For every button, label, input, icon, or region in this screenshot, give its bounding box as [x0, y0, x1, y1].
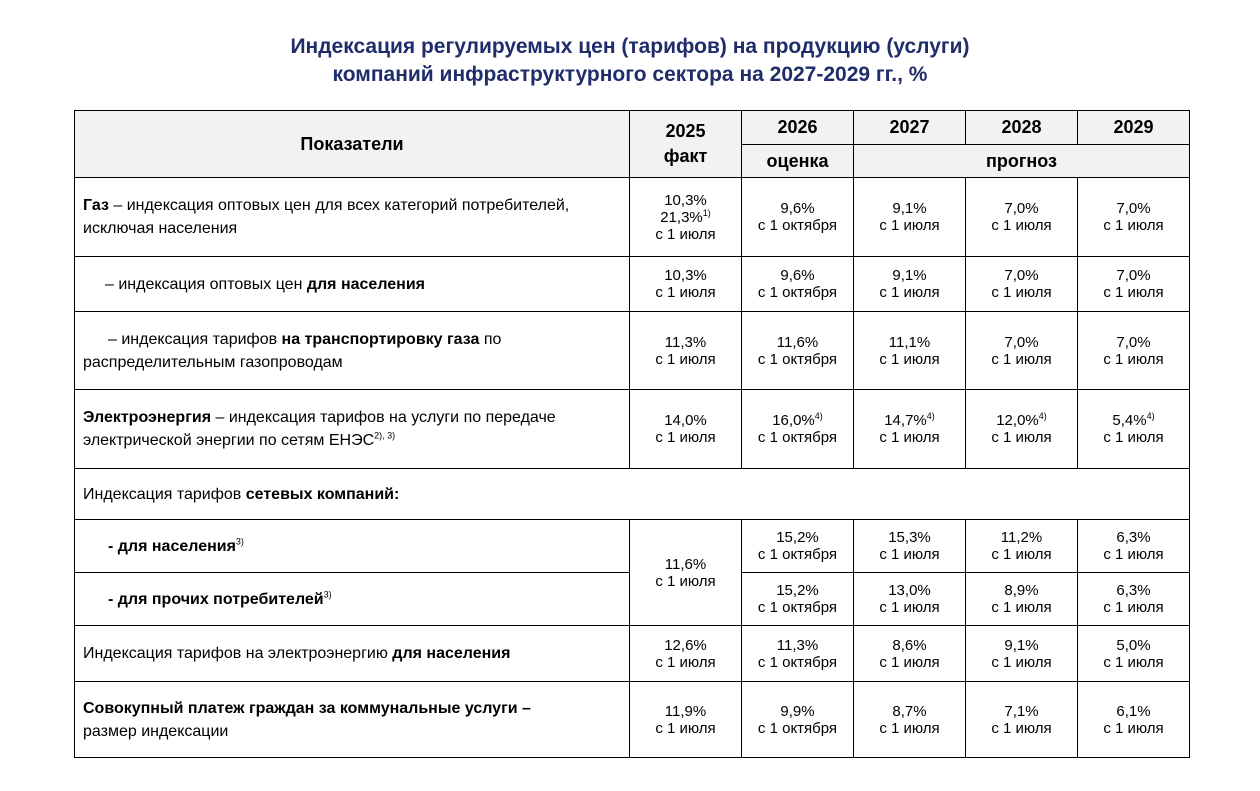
- cell-network-other-2029: 6,3% с 1 июля: [1078, 573, 1190, 626]
- row-electricity-desc: Электроэнергия – индексация тарифов на услуги по передаче электрической энергии по сетям $ЕНЭС^{2), 3)}$: [75, 390, 630, 469]
- title-line-2: компаний инфраструктурного сектора на 2027-2029 гг., %: [332, 63, 928, 86]
- table-row: [75, 520, 1190, 573]
- row-gas-pop-desc: – индексация оптовых цен для населения: [75, 257, 630, 312]
- cell-retail-pop-2027: 8,6% с 1 июля: [854, 626, 966, 682]
- row-gas-desc: Газ – индексация оптовых цен для всех категорий потребителей, исключая населения: [75, 178, 630, 257]
- row-gas-transport-desc: – индексация тарифов на транспортировку газа по распределительным газопроводам: [75, 312, 630, 390]
- cell-gas-transport-2029: 7,0% с 1 июля: [1078, 312, 1190, 390]
- table-row: [75, 312, 1190, 390]
- title-line-1: Индексация регулируемых цен (тарифов) на продукцию (услуги): [290, 35, 970, 58]
- row-total-desc: Совокупный платеж граждан за коммунальные услуги – размер индексации: [75, 682, 630, 758]
- header-2029: 2029: [1078, 111, 1190, 145]
- cell-gas-transport-2027: 11,1% с 1 июля: [854, 312, 966, 390]
- row-network-other-desc: - для прочих потребителей$^{3)}$: [75, 573, 630, 626]
- row-retail-pop-desc: Индексация тарифов на электроэнергию для населения: [75, 626, 630, 682]
- cell-total-2028: 7,1% с 1 июля: [966, 682, 1078, 758]
- header-2025-fact: факт: [663, 146, 708, 166]
- tariff-indexation-table: [74, 110, 1190, 758]
- cell-gas-pop-2027: 9,1% с 1 июля: [854, 257, 966, 312]
- cell-network-pop-2026: 15,2% с 1 октября: [742, 520, 854, 573]
- cell-gas-2027: 9,1% с 1 июля: [854, 178, 966, 257]
- table-row: [75, 469, 1190, 520]
- cell-gas-2028: 7,0% с 1 июля: [966, 178, 1078, 257]
- header-row-years: [75, 111, 1190, 145]
- header-forecast: прогноз: [854, 145, 1190, 178]
- cell-gas-pop-2025: 10,3% с 1 июля: [630, 257, 742, 312]
- cell-retail-pop-2028: 9,1% с 1 июля: [966, 626, 1078, 682]
- header-2025: [630, 111, 742, 178]
- cell-gas-2026: 9,6% с 1 октября: [742, 178, 854, 257]
- cell-electricity-2026: 16,0%$^{4)}$ с 1 октября: [742, 390, 854, 469]
- cell-gas-transport-2026: 11,6% с 1 октября: [742, 312, 854, 390]
- cell-gas-pop-2026: 9,6% с 1 октября: [742, 257, 854, 312]
- cell-electricity-2028: 12,0%$^{4)}$ с 1 июля: [966, 390, 1078, 469]
- header-2025-year: 2025: [665, 121, 706, 141]
- header-2028: 2028: [966, 111, 1078, 145]
- cell-gas-transport-2028: 7,0% с 1 июля: [966, 312, 1078, 390]
- table-row: [75, 626, 1190, 682]
- cell-electricity-2027: 14,7%$^{4)}$ с 1 июля: [854, 390, 966, 469]
- cell-total-2025: 11,9% с 1 июля: [630, 682, 742, 758]
- cell-network-other-2026: 15,2% с 1 октября: [742, 573, 854, 626]
- header-2026: 2026: [742, 111, 854, 145]
- table-row: [75, 178, 1190, 257]
- cell-network-other-2027: 13,0% с 1 июля: [854, 573, 966, 626]
- cell-electricity-2025: 14,0% с 1 июля: [630, 390, 742, 469]
- cell-gas-2029: 7,0% с 1 июля: [1078, 178, 1190, 257]
- cell-total-2026: 9,9% с 1 октября: [742, 682, 854, 758]
- page-title: [0, 33, 1260, 89]
- header-2027: 2027: [854, 111, 966, 145]
- header-indicators: Показатели: [75, 111, 630, 178]
- cell-gas-pop-2029: 7,0% с 1 июля: [1078, 257, 1190, 312]
- table-row: [75, 682, 1190, 758]
- cell-gas-transport-2025: 11,3% с 1 июля: [630, 312, 742, 390]
- header-estimate: оценка: [742, 145, 854, 178]
- cell-network-2025: 11,6% с 1 июля: [630, 520, 742, 626]
- table-row: [75, 390, 1190, 469]
- cell-electricity-2029: 5,4%$^{4)}$ с 1 июля: [1078, 390, 1190, 469]
- cell-retail-pop-2029: 5,0% с 1 июля: [1078, 626, 1190, 682]
- cell-total-2027: 8,7% с 1 июля: [854, 682, 966, 758]
- cell-network-pop-2028: 11,2% с 1 июля: [966, 520, 1078, 573]
- cell-gas-2025: 10,3% 21,3%$^{1)}$ с 1 июля: [630, 178, 742, 257]
- cell-gas-pop-2028: 7,0% с 1 июля: [966, 257, 1078, 312]
- cell-retail-pop-2026: 11,3% с 1 октября: [742, 626, 854, 682]
- table-row: [75, 257, 1190, 312]
- cell-network-pop-2027: 15,3% с 1 июля: [854, 520, 966, 573]
- cell-network-other-2028: 8,9% с 1 июля: [966, 573, 1078, 626]
- row-network-desc: Индексация тарифов сетевых компаний:: [75, 469, 1190, 520]
- row-network-pop-desc: - для населения$^{3)}$: [75, 520, 630, 573]
- cell-retail-pop-2025: 12,6% с 1 июля: [630, 626, 742, 682]
- cell-total-2029: 6,1% с 1 июля: [1078, 682, 1190, 758]
- cell-network-pop-2029: 6,3% с 1 июля: [1078, 520, 1190, 573]
